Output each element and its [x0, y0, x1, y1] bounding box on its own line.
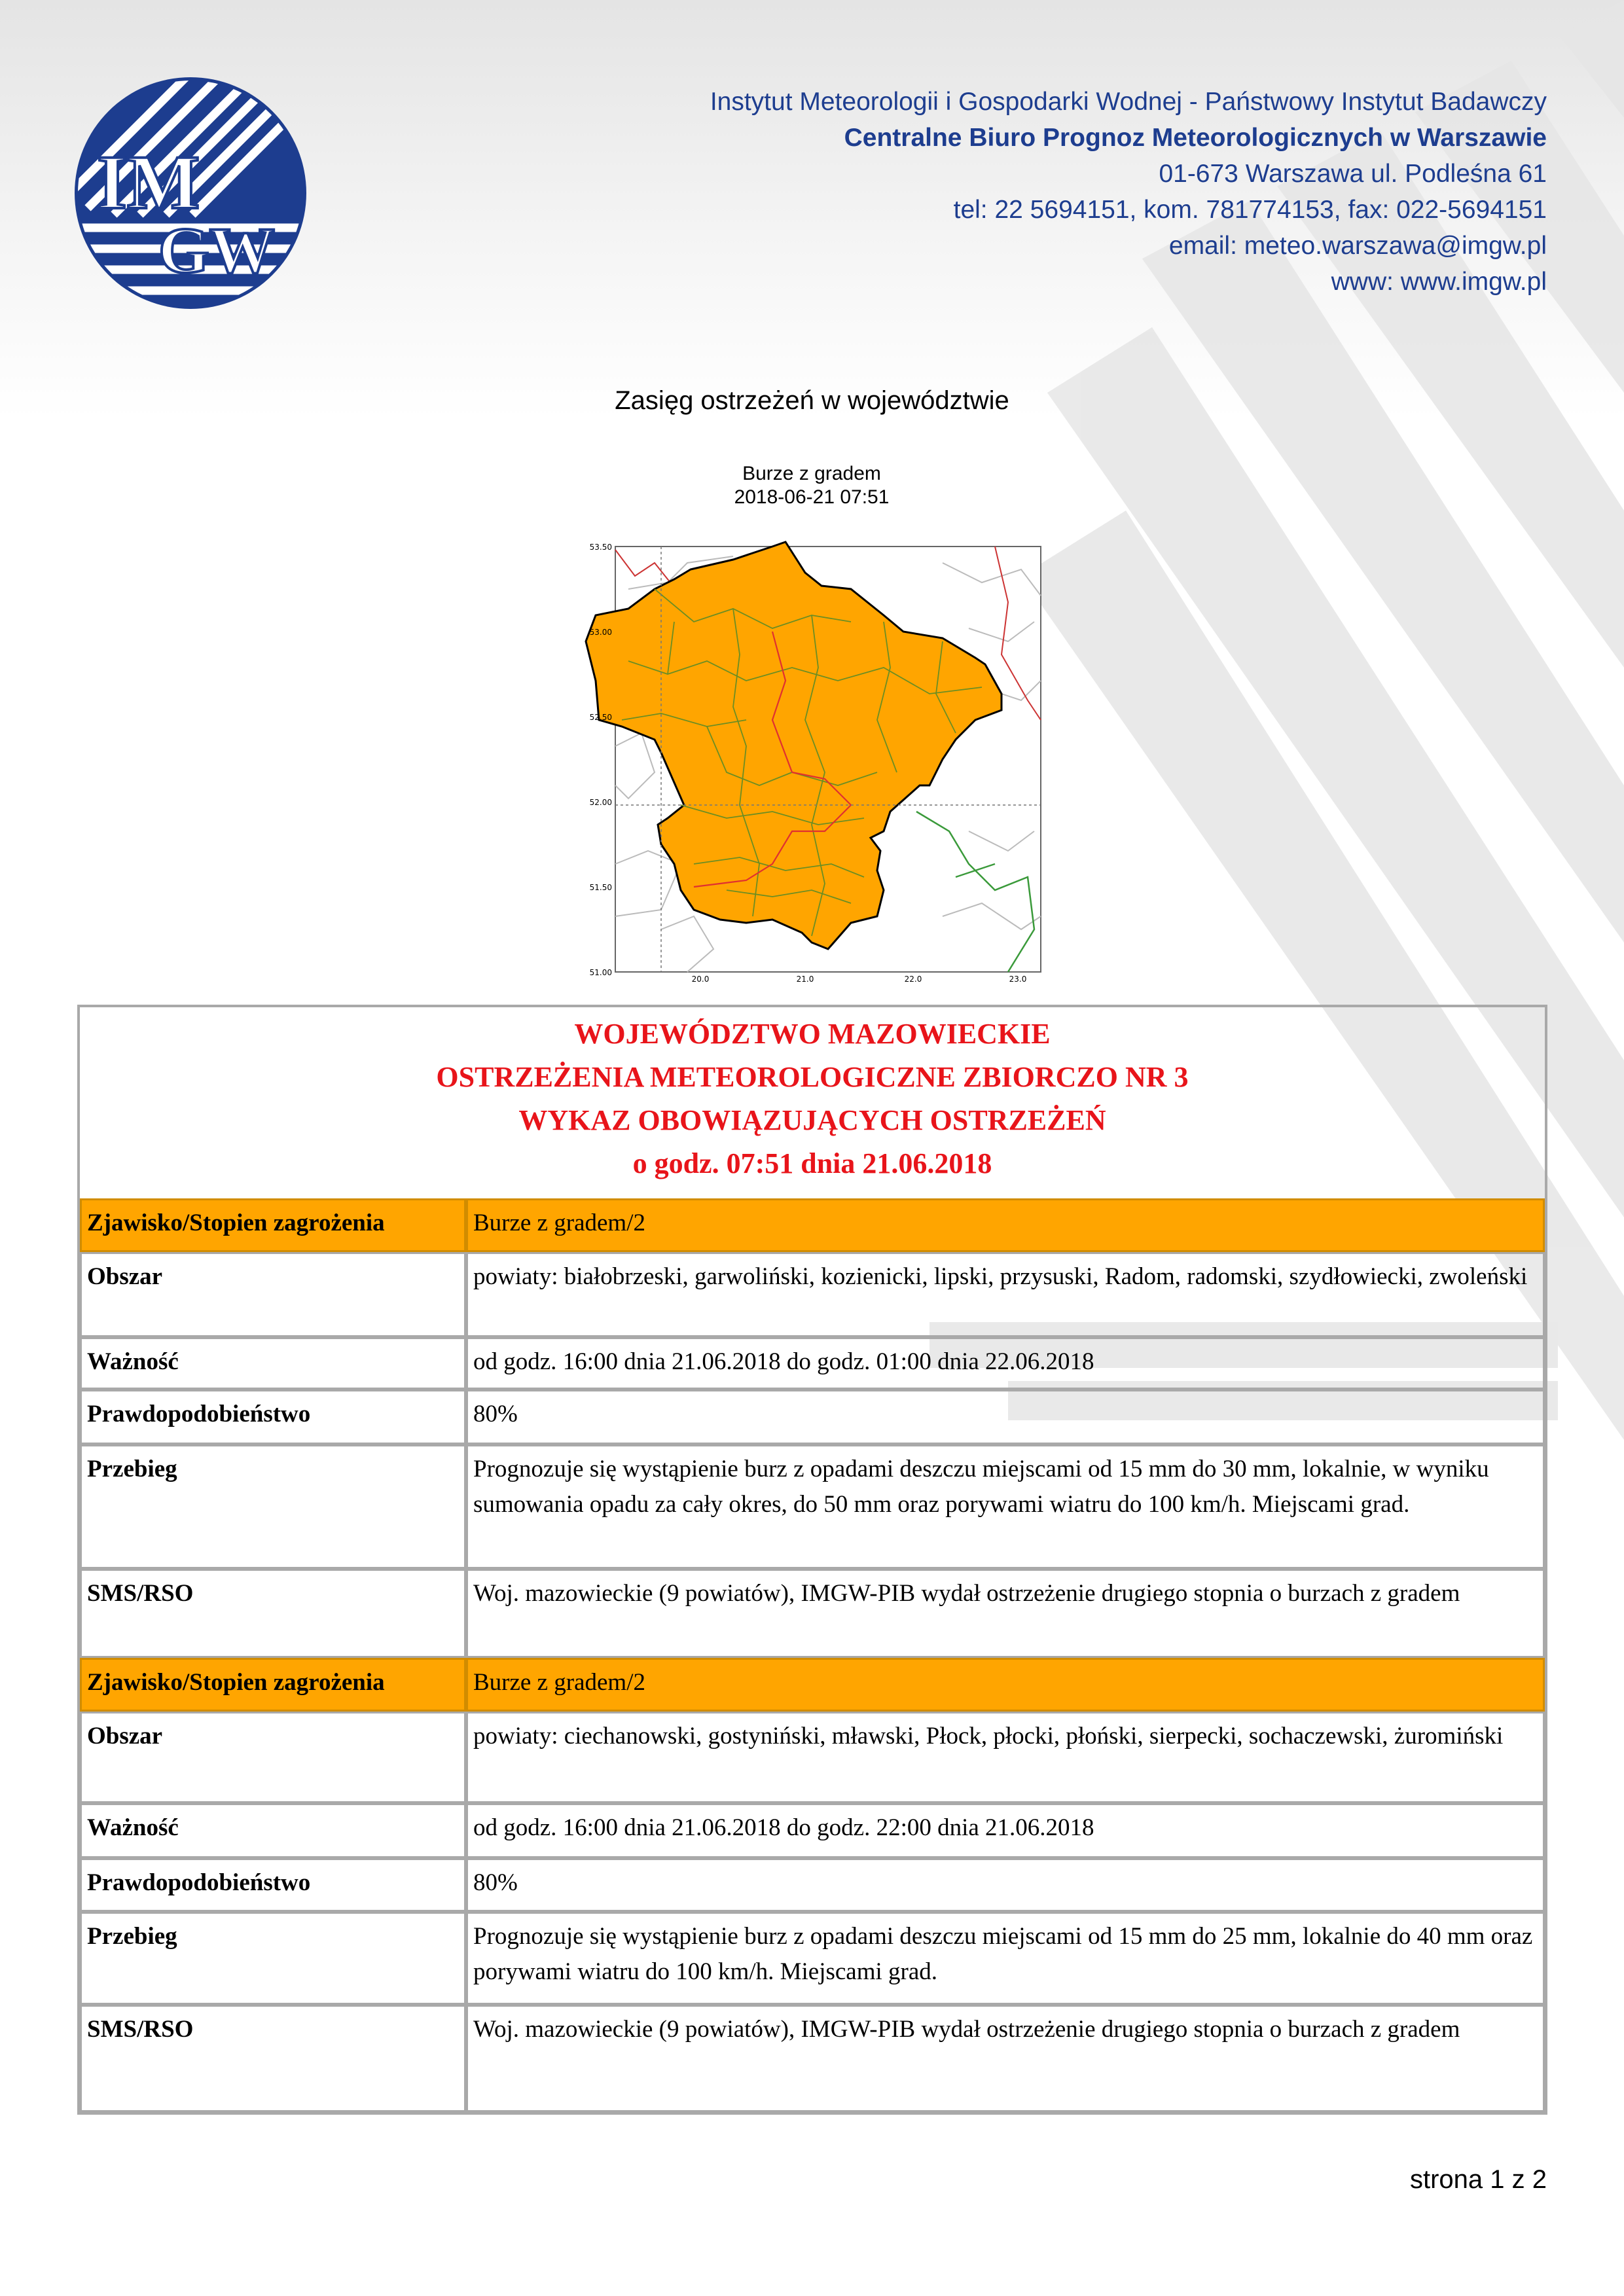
warning-1-probability-row [80, 1390, 1545, 1444]
y-tick-label: 53.50 [589, 543, 612, 552]
x-tick-label: 23.0 [1009, 975, 1027, 982]
area-value: powiaty: białobrzeski, garwoliński, kozienicki, lipski, przysuski, Radom, radomski, szydłowiecki, zwoleński [466, 1252, 1545, 1337]
map-timestamp: 2018-06-21 07:51 [734, 486, 890, 508]
panel-title-bulletin: OSTRZEŻENIA METEOROLOGICZNE ZBIORCZO NR 3 [436, 1061, 1189, 1093]
course-label: Przebieg [80, 1444, 466, 1569]
warning-1-area-row [80, 1252, 1545, 1337]
imgw-logo [75, 77, 306, 309]
warning-2-phenomenon-row [80, 1658, 1545, 1712]
y-tick-label: 52.50 [589, 713, 612, 722]
warning-map [576, 524, 1047, 982]
x-tick-label: 22.0 [904, 975, 922, 982]
validity-value: od godz. 16:00 dnia 21.06.2018 do godz. 22:00 dnia 21.06.2018 [466, 1803, 1545, 1858]
address: 01-673 Warszawa ul. Podleśna 61 [1159, 160, 1547, 188]
panel-heading [80, 1007, 1545, 1198]
area-label: Obszar [80, 1252, 466, 1337]
validity-value: od godz. 16:00 dnia 21.06.2018 do godz. 01:00 dnia 22.06.2018 [466, 1337, 1545, 1390]
course-value: Prognozuje się wystąpienie burz z opadami deszczu miejscami od 15 mm do 30 mm, lokalnie, w wyniku sumowania opadu za cały okres, do 50 mm oraz porywami wiatru do 100 km/h. Miejscami grad. [466, 1444, 1545, 1569]
phenomenon-value: Burze z gradem/2 [466, 1658, 1545, 1712]
map-section-title: Zasięg ostrzeżeń w województwie [615, 386, 1009, 415]
sms-value: Woj. mazowieckie (9 powiatów), IMGW-PIB wydał ostrzeżenie drugiego stopnia o burzach z gradem [466, 1569, 1545, 1658]
sms-label: SMS/RSO [80, 1569, 466, 1658]
website: www: www.imgw.pl [1331, 268, 1547, 296]
warning-1-phenomenon-row [80, 1198, 1545, 1252]
phone: tel: 22 5694151, kom. 781774153, fax: 022-5694151 [953, 196, 1547, 224]
panel-title-list: WYKAZ OBOWIĄZUJĄCYCH OSTRZEŻEŃ [518, 1104, 1106, 1136]
x-tick-label: 20.0 [691, 975, 710, 982]
logo-text-top: IM [97, 139, 200, 225]
panel-title-region: WOJEWÓDZTWO MAZOWIECKIE [574, 1018, 1051, 1050]
probability-value: 80% [466, 1390, 1545, 1444]
phenomenon-label: Zjawisko/Stopien zagrożenia [80, 1658, 466, 1712]
y-tick-label: 51.50 [589, 883, 612, 892]
course-label: Przebieg [80, 1912, 466, 2005]
panel-title-time: o godz. 07:51 dnia 21.06.2018 [632, 1147, 992, 1179]
x-tick-label: 21.0 [796, 975, 814, 982]
course-value: Prognozuje się wystąpienie burz z opadami deszczu miejscami od 15 mm do 25 mm, lokalnie do 40 mm oraz porywami wiatru do 100 km/h. Miejscami grad. [466, 1912, 1545, 2005]
sms-value: Woj. mazowieckie (9 powiatów), IMGW-PIB wydał ostrzeżenie drugiego stopnia o burzach z gradem [466, 2005, 1545, 2112]
phenomenon-value: Burze z gradem/2 [466, 1198, 1545, 1252]
warning-2-area-row [80, 1712, 1545, 1803]
email: email: meteo.warszawa@imgw.pl [1168, 232, 1547, 260]
warning-2-probability-row [80, 1858, 1545, 1912]
map-title: Burze z gradem [742, 463, 881, 484]
area-value: powiaty: ciechanowski, gostyniński, mławski, Płock, płocki, płoński, sierpecki, sochaczewski, żuromiński [466, 1712, 1545, 1803]
warnings-panel [77, 1005, 1547, 2115]
validity-label: Ważność [80, 1803, 466, 1858]
logo-text-bottom: GW [158, 214, 275, 287]
warning-2-course-row [80, 1912, 1545, 2005]
probability-value: 80% [466, 1858, 1545, 1912]
map-title-block [681, 462, 943, 509]
y-tick-label: 53.00 [589, 628, 612, 637]
warning-1-validity-row [80, 1337, 1545, 1390]
office-name: Centralne Biuro Prognoz Meteorologicznych w Warszawie [844, 124, 1547, 152]
institute-name: Instytut Meteorologii i Gospodarki Wodnej - Państwowy Instytut Badawczy [710, 88, 1547, 116]
warning-2-validity-row [80, 1803, 1545, 1858]
y-tick-label: 52.00 [589, 798, 612, 807]
sms-label: SMS/RSO [80, 2005, 466, 2112]
area-label: Obszar [80, 1712, 466, 1803]
validity-label: Ważność [80, 1337, 466, 1390]
institute-header [710, 84, 1547, 300]
warning-1-sms-row [80, 1569, 1545, 1658]
warning-1-course-row [80, 1444, 1545, 1569]
probability-label: Prawdopodobieństwo [80, 1858, 466, 1912]
probability-label: Prawdopodobieństwo [80, 1390, 466, 1444]
y-tick-label: 51.00 [589, 968, 612, 977]
warning-2-sms-row [80, 2005, 1545, 2112]
phenomenon-label: Zjawisko/Stopien zagrożenia [80, 1198, 466, 1252]
page-number: strona 1 z 2 [1409, 2165, 1547, 2194]
